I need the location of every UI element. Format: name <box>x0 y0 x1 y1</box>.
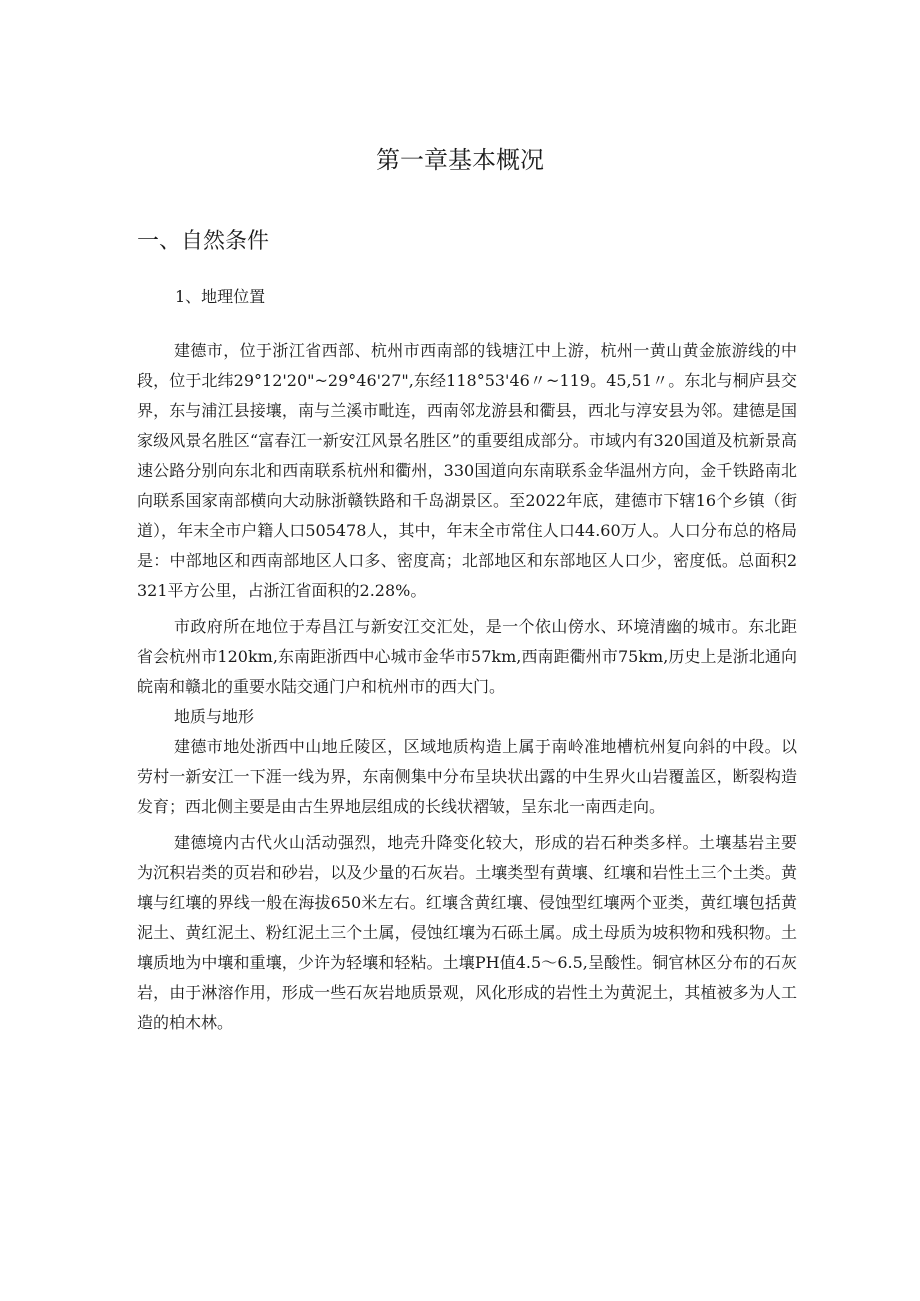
document-body <box>137 336 797 1038</box>
paragraph-geology: 建德市地处浙西中山地丘陵区，区域地质构造上属于南岭准地槽杭州复向斜的中段。以劳村一新安江一下涯一线为界，东南侧集中分布呈块状出露的中生界火山岩覆盖区，断裂构造发育；西北侧主要是由古生界地层组成的长线状褶皱，呈东北一南西走向。 <box>137 737 797 816</box>
subsection-geology: 地质与地形 <box>174 707 255 726</box>
section-title: 一、自然条件 <box>137 229 270 254</box>
paragraph-location: 建德市，位于浙江省西部、杭州市西南部的钱塘江中上游，杭州一黄山黄金旅游线的中段，位于北纬29°12'20"~29°46'27",东经118°53'46〃~119。45,51〃。东北与桐庐县交界，东与浦江县接壤，南与兰溪市毗连，西南邻龙游县和衢县，西北与淳安县为邻。建德是国家级风景名胜区“富春江一新安江风景名胜区”的重要组成部分。市域内有320国道及杭新景高速公路分别向东北和西南联系杭州和衢州，330国道向东南联系金华温州方向，金千铁路南北向联系国家南部横向大动脉浙赣铁路和千岛湖景区。至2022年底，建德市下辖16个乡镇（街道），年末全市户籍人口505478人，其中，年末全市常住人口44.60万人。人口分布总的格局是：中部地区和西南部地区人口多、密度高；北部地区和东部地区人口少，密度低。总面积2321平方公里，占浙江省面积的2.28%。 <box>137 341 797 600</box>
paragraph-soil: 建德境内古代火山活动强烈，地壳升降变化较大，形成的岩石种类多样。土壤基岩主要为沉积岩类的页岩和砂岩，以及少量的石灰岩。土壤类型有黄壤、红壤和岩性土三个土类。黄壤与红壤的界线一般在海拔650米左右。红壤含黄红壤、侵蚀型红壤两个亚类，黄红壤包括黄泥土、黄红泥土、粉红泥土三个土属，侵蚀红壤为石砾土属。成土母质为坡积物和残积物。土壤质地为中壤和重壤，少许为轻壤和轻粘。土壤PH值4.5～6.5,呈酸性。铜官林区分布的石灰岩，由于淋溶作用，形成一些石灰岩地质景观，风化形成的岩性土为黄泥土，其植被多为人工造的柏木林。 <box>137 833 797 1032</box>
paragraph-city-government: 市政府所在地位于寿昌江与新安江交汇处，是一个依山傍水、环境清幽的城市。东北距省会杭州市120km,东南距浙西中心城市金华市57km,西南距衢州市75km,历史上是浙北通向皖南和赣北的重要水陆交通门户和杭州市的西大门。 <box>137 617 797 696</box>
chapter-title: 第一章基本概况 <box>376 146 544 174</box>
subsection-geo-location: 1、地理位置 <box>175 287 266 306</box>
